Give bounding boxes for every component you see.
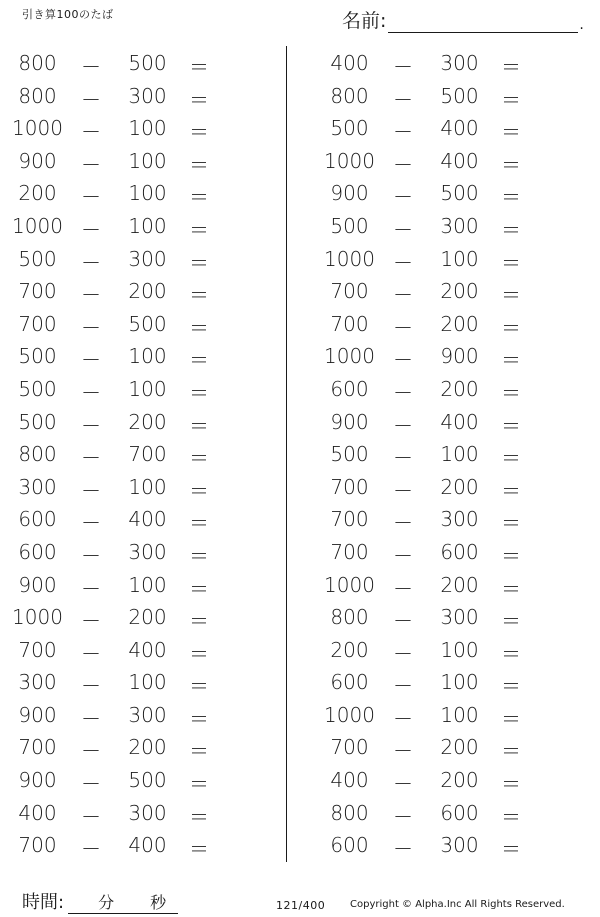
equals-sign: ＝ — [189, 446, 209, 471]
minuend: 500 — [18, 376, 57, 401]
equals-sign: ＝ — [189, 478, 209, 503]
equals-sign: ＝ — [189, 185, 209, 210]
page-number: 121/400 — [276, 899, 326, 912]
subtrahend: 400 — [128, 507, 167, 532]
minuend: 700 — [18, 735, 57, 760]
minuend: 1000 — [324, 148, 375, 173]
equals-sign: ＝ — [501, 348, 521, 373]
minuend: 900 — [18, 702, 57, 727]
minuend: 700 — [18, 637, 57, 662]
minuend: 700 — [330, 507, 369, 532]
minus-sign: － — [81, 641, 101, 666]
equals-sign: ＝ — [501, 55, 521, 79]
subtrahend: 200 — [128, 605, 167, 630]
minuend: 800 — [330, 83, 369, 108]
equals-sign: ＝ — [501, 185, 521, 210]
subtrahend: 700 — [128, 442, 167, 467]
minus-sign: － — [393, 511, 413, 536]
minuend: 600 — [18, 539, 57, 564]
minus-sign: － — [393, 348, 413, 373]
equals-sign: ＝ — [501, 739, 521, 764]
minus-sign: － — [81, 772, 101, 797]
equals-sign: ＝ — [501, 674, 521, 699]
time-label: 時間: — [22, 892, 65, 913]
subtrahend: 100 — [128, 213, 167, 238]
minus-sign: － — [393, 609, 413, 634]
equals-sign: ＝ — [501, 446, 521, 471]
subtrahend: 200 — [440, 311, 479, 336]
minus-sign: － — [81, 217, 101, 242]
equals-sign: ＝ — [189, 804, 209, 829]
minuend: 500 — [330, 213, 369, 238]
time-field — [22, 888, 178, 914]
subtrahend: 300 — [440, 507, 479, 532]
minus-sign: － — [81, 87, 101, 112]
equals-sign: ＝ — [501, 804, 521, 829]
equals-sign: ＝ — [189, 152, 209, 177]
equals-sign: ＝ — [189, 315, 209, 340]
minus-sign: － — [81, 837, 101, 862]
copyright-notice: Copyright © Alpha.Inc All Rights Reserved. — [350, 899, 565, 910]
minus-sign: － — [393, 641, 413, 666]
minuend: 1000 — [12, 116, 63, 141]
minus-sign: － — [81, 576, 101, 601]
equals-sign: ＝ — [189, 706, 209, 731]
equals-sign: ＝ — [189, 380, 209, 405]
subtrahend: 100 — [128, 376, 167, 401]
minuend: 200 — [330, 637, 369, 662]
equals-sign: ＝ — [189, 413, 209, 438]
minus-sign: － — [393, 478, 413, 503]
equals-sign: ＝ — [501, 315, 521, 340]
minus-sign: － — [81, 250, 101, 275]
equals-sign: ＝ — [189, 87, 209, 112]
equals-sign: ＝ — [189, 609, 209, 634]
minus-sign: － — [393, 380, 413, 405]
minus-sign: － — [81, 804, 101, 829]
subtrahend: 200 — [440, 735, 479, 760]
minuend: 700 — [330, 735, 369, 760]
equals-sign: ＝ — [501, 543, 521, 568]
subtrahend: 400 — [440, 116, 479, 141]
minus-sign: － — [393, 674, 413, 699]
minuend: 900 — [18, 768, 57, 793]
minuend: 700 — [18, 279, 57, 304]
subtrahend: 300 — [440, 833, 479, 858]
subtrahend: 600 — [440, 539, 479, 564]
equals-sign: ＝ — [189, 283, 209, 308]
minus-sign: － — [81, 55, 101, 79]
minus-sign: － — [393, 543, 413, 568]
minus-sign: － — [393, 55, 413, 79]
subtrahend: 300 — [128, 800, 167, 825]
equals-sign: ＝ — [189, 837, 209, 862]
minuend: 200 — [18, 181, 57, 206]
equals-sign: ＝ — [501, 120, 521, 145]
minuend: 1000 — [12, 605, 63, 630]
minuend: 700 — [330, 311, 369, 336]
subtrahend: 500 — [128, 51, 167, 75]
minus-sign: － — [81, 674, 101, 699]
minus-sign: － — [393, 446, 413, 471]
name-dot: . — [579, 17, 584, 33]
minuend: 400 — [330, 51, 369, 75]
subtrahend: 200 — [440, 279, 479, 304]
minus-sign: － — [81, 380, 101, 405]
subtrahend: 500 — [440, 83, 479, 108]
subtrahend: 300 — [440, 51, 479, 75]
subtrahend: 300 — [440, 605, 479, 630]
equals-sign: ＝ — [189, 511, 209, 536]
equals-sign: ＝ — [501, 152, 521, 177]
minus-sign: － — [393, 576, 413, 601]
minuend: 600 — [330, 670, 369, 695]
minus-sign: － — [393, 87, 413, 112]
minuend: 1000 — [324, 344, 375, 369]
subtrahend: 300 — [440, 213, 479, 238]
equals-sign: ＝ — [501, 478, 521, 503]
minuend: 1000 — [12, 213, 63, 238]
seconds-label: 秒 — [150, 893, 167, 912]
minuend: 800 — [330, 605, 369, 630]
subtrahend: 100 — [128, 344, 167, 369]
minuend: 700 — [330, 474, 369, 499]
minuend: 600 — [330, 833, 369, 858]
time-blank-line[interactable] — [68, 893, 178, 914]
minuend: 800 — [18, 442, 57, 467]
subtrahend: 100 — [440, 637, 479, 662]
minus-sign: － — [393, 185, 413, 210]
minuend: 500 — [18, 344, 57, 369]
equals-sign: ＝ — [189, 576, 209, 601]
minus-sign: － — [81, 283, 101, 308]
subtrahend: 500 — [128, 768, 167, 793]
subtrahend: 500 — [128, 311, 167, 336]
minus-sign: － — [81, 543, 101, 568]
minus-sign: － — [81, 120, 101, 145]
minuend: 600 — [18, 507, 57, 532]
equals-sign: ＝ — [189, 772, 209, 797]
equals-sign: ＝ — [189, 55, 209, 79]
minus-sign: － — [393, 413, 413, 438]
name-field — [342, 6, 584, 33]
equals-sign: ＝ — [189, 348, 209, 373]
equals-sign: ＝ — [501, 250, 521, 275]
minus-sign: － — [393, 120, 413, 145]
subtrahend: 100 — [440, 246, 479, 271]
equals-sign: ＝ — [501, 641, 521, 666]
subtrahend: 100 — [128, 670, 167, 695]
subtrahend: 300 — [128, 539, 167, 564]
equals-sign: ＝ — [501, 87, 521, 112]
minus-sign: － — [393, 283, 413, 308]
equals-sign: ＝ — [501, 217, 521, 242]
subtrahend: 100 — [440, 702, 479, 727]
equals-sign: ＝ — [189, 641, 209, 666]
minus-sign: － — [393, 804, 413, 829]
minus-sign: － — [81, 739, 101, 764]
minus-sign: － — [393, 739, 413, 764]
minuend: 300 — [18, 474, 57, 499]
subtrahend: 100 — [128, 181, 167, 206]
subtrahend: 200 — [440, 572, 479, 597]
equals-sign: ＝ — [501, 837, 521, 862]
subtrahend: 600 — [440, 800, 479, 825]
subtrahend: 100 — [440, 670, 479, 695]
subtrahend: 400 — [128, 833, 167, 858]
name-blank-line[interactable] — [388, 14, 578, 33]
minus-sign: － — [81, 478, 101, 503]
subtrahend: 200 — [440, 376, 479, 401]
minus-sign: － — [393, 217, 413, 242]
minuend: 700 — [330, 539, 369, 564]
subtrahend: 400 — [440, 148, 479, 173]
subtrahend: 400 — [128, 637, 167, 662]
equals-sign: ＝ — [501, 576, 521, 601]
subtrahend: 200 — [128, 279, 167, 304]
subtrahend: 200 — [128, 735, 167, 760]
minuend: 900 — [330, 181, 369, 206]
minus-sign: － — [393, 250, 413, 275]
subtrahend: 500 — [440, 181, 479, 206]
minuend: 700 — [18, 833, 57, 858]
equals-sign: ＝ — [501, 511, 521, 536]
minuend: 900 — [18, 148, 57, 173]
minuend: 500 — [330, 442, 369, 467]
subtrahend: 300 — [128, 83, 167, 108]
minus-sign: － — [81, 152, 101, 177]
minuend: 1000 — [324, 702, 375, 727]
subtrahend: 100 — [128, 474, 167, 499]
equals-sign: ＝ — [189, 543, 209, 568]
minuend: 300 — [18, 670, 57, 695]
subtrahend: 200 — [440, 768, 479, 793]
minus-sign: － — [81, 185, 101, 210]
minuend: 400 — [330, 768, 369, 793]
minutes-label: 分 — [98, 893, 115, 912]
worksheet-title: 引き算100のたば — [22, 8, 114, 21]
minuend: 1000 — [324, 246, 375, 271]
equals-sign: ＝ — [501, 283, 521, 308]
name-label: 名前: — [342, 10, 387, 32]
minuend: 800 — [330, 800, 369, 825]
minus-sign: － — [81, 706, 101, 731]
subtrahend: 100 — [128, 148, 167, 173]
equals-sign: ＝ — [189, 250, 209, 275]
minus-sign: － — [81, 511, 101, 536]
minuend: 700 — [330, 279, 369, 304]
subtrahend: 100 — [128, 572, 167, 597]
minuend: 1000 — [324, 572, 375, 597]
minuend: 500 — [18, 409, 57, 434]
minus-sign: － — [393, 837, 413, 862]
minus-sign: － — [393, 706, 413, 731]
minuend: 800 — [18, 51, 57, 75]
equals-sign: ＝ — [501, 706, 521, 731]
minuend: 500 — [18, 246, 57, 271]
subtrahend: 100 — [440, 442, 479, 467]
equals-sign: ＝ — [189, 674, 209, 699]
equals-sign: ＝ — [189, 739, 209, 764]
column-divider — [286, 46, 287, 862]
subtrahend: 300 — [128, 702, 167, 727]
subtrahend: 200 — [128, 409, 167, 434]
minuend: 900 — [18, 572, 57, 597]
minus-sign: － — [81, 609, 101, 634]
subtrahend: 100 — [128, 116, 167, 141]
minus-sign: － — [81, 315, 101, 340]
subtrahend: 200 — [440, 474, 479, 499]
minus-sign: － — [81, 413, 101, 438]
equals-sign: ＝ — [501, 413, 521, 438]
equals-sign: ＝ — [501, 772, 521, 797]
minus-sign: － — [81, 348, 101, 373]
minus-sign: － — [393, 315, 413, 340]
minuend: 600 — [330, 376, 369, 401]
equals-sign: ＝ — [501, 609, 521, 634]
minus-sign: － — [393, 772, 413, 797]
minuend: 800 — [18, 83, 57, 108]
minus-sign: － — [393, 152, 413, 177]
equals-sign: ＝ — [189, 120, 209, 145]
subtrahend: 400 — [440, 409, 479, 434]
equals-sign: ＝ — [189, 217, 209, 242]
minuend: 400 — [18, 800, 57, 825]
minus-sign: － — [81, 446, 101, 471]
subtrahend: 900 — [440, 344, 479, 369]
equals-sign: ＝ — [501, 380, 521, 405]
subtrahend: 300 — [128, 246, 167, 271]
minuend: 700 — [18, 311, 57, 336]
minuend: 900 — [330, 409, 369, 434]
minuend: 500 — [330, 116, 369, 141]
